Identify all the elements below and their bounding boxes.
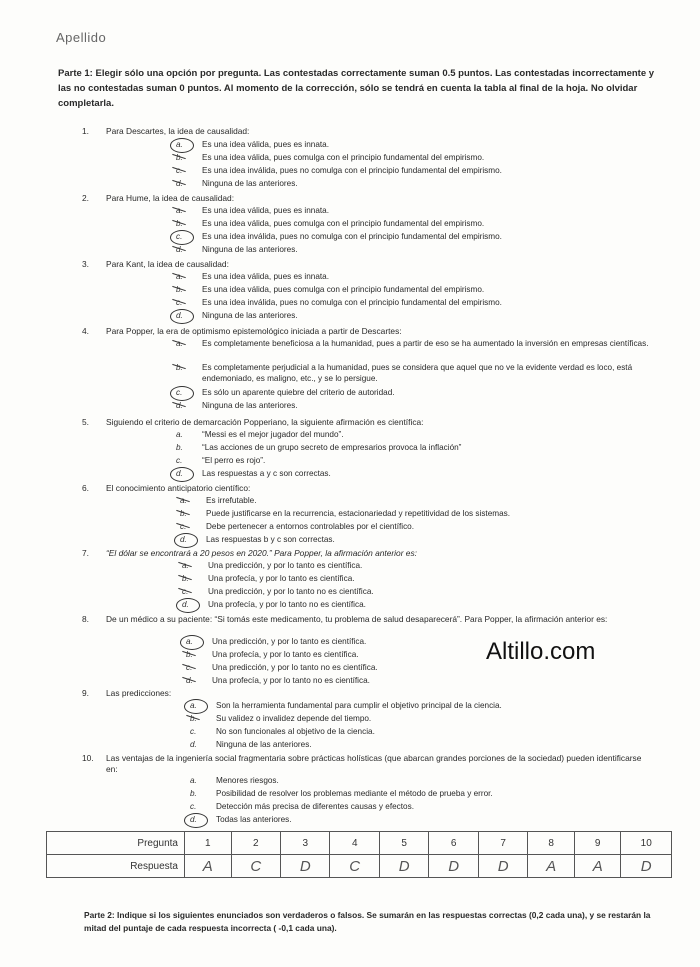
question-number-cell: 6	[429, 832, 478, 855]
answer-cell[interactable]: D	[429, 855, 478, 878]
question-stem: De un médico a su paciente: “Si tomás este medicamento, tu problema de salud desaparecerá”. Para Popper, la afirmación anterior es:	[106, 614, 608, 624]
table-row	[47, 832, 672, 855]
answer-cell[interactable]: A	[574, 855, 621, 878]
question-stem: Para Hume, la idea de causalidad:	[106, 193, 235, 203]
answer-cell[interactable]: C	[231, 855, 280, 878]
question-number-cell: 1	[185, 832, 232, 855]
question-number-cell: 9	[574, 832, 621, 855]
question-stem: “El dólar se encontrará a 20 pesos en 2020.” Para Popper, la afirmación anterior es:	[106, 548, 417, 558]
row-label-pregunta: Pregunta	[47, 832, 185, 855]
question-number-cell: 2	[231, 832, 280, 855]
question-number-cell: 3	[281, 832, 330, 855]
question-number-cell: 4	[330, 832, 379, 855]
row-label-respuesta: Respuesta	[47, 855, 185, 878]
question-number: 2.	[82, 193, 89, 203]
answer-cell[interactable]: D	[281, 855, 330, 878]
part2-instructions	[84, 909, 672, 935]
answer-cell[interactable]: D	[379, 855, 428, 878]
part1-instructions-text: Parte 1: Elegir sólo una opción por pregunta. Las contestadas correctamente suman 0.5 puntos. Las contestadas incorrectamente y las no contestadas suman 0 puntos. Al momento de la corrección, sólo se tendrá en cuenta la tabla al final de la hoja. No olvidar completarla.	[58, 68, 655, 109]
question-number-cell: 10	[621, 832, 672, 855]
answer-cell[interactable]: A	[528, 855, 575, 878]
answer-cell[interactable]: A	[185, 855, 232, 878]
question-number: 5.	[82, 417, 89, 427]
question-number-cell: 7	[478, 832, 527, 855]
question-stem: Para Descartes, la idea de causalidad:	[106, 126, 250, 136]
question-stem: Para Popper, la era de optimismo epistemológico iniciada a partir de Descartes:	[106, 326, 402, 336]
question-number: 4.	[82, 326, 89, 336]
surname-label: Apellido	[56, 30, 107, 45]
question-number: 10.	[82, 753, 94, 763]
part2-instructions-text: Parte 2: Indique si los siguientes enunciados son verdaderos o falsos. Se sumarán en las respuestas correctas (0,2 cada una), y se restarán la mitad del puntaje de cada respuesta incorrecta ( -0,1 cada una).	[84, 910, 651, 933]
question-stem: Siguiendo el criterio de demarcación Popperiano, la siguiente afirmación es científica:	[106, 417, 424, 427]
answer-table	[46, 831, 672, 878]
part1-instructions	[58, 66, 658, 111]
question-number: 6.	[82, 483, 89, 493]
question-stem: El conocimiento anticipatorio científico:	[106, 483, 251, 493]
question-number: 8.	[82, 614, 89, 624]
question-number-cell: 8	[528, 832, 575, 855]
answer-cell[interactable]: D	[478, 855, 527, 878]
question-stem: Las ventajas de la ingeniería social fragmentaria sobre prácticas holísticas (que abarcan grandes porciones de la sociedad) pueden identificarse en:	[106, 753, 642, 774]
question-number: 1.	[82, 126, 89, 136]
question-number-cell: 5	[379, 832, 428, 855]
answer-cell[interactable]: D	[621, 855, 672, 878]
question-number: 9.	[82, 688, 89, 698]
question-number: 3.	[82, 259, 89, 269]
table-row	[47, 855, 672, 878]
question-number: 7.	[82, 548, 89, 558]
answer-cell[interactable]: C	[330, 855, 379, 878]
altillo-watermark: Altillo.com	[486, 638, 596, 665]
question-stem: Para Kant, la idea de causalidad:	[106, 259, 229, 269]
question-stem: Las predicciones:	[106, 688, 172, 698]
